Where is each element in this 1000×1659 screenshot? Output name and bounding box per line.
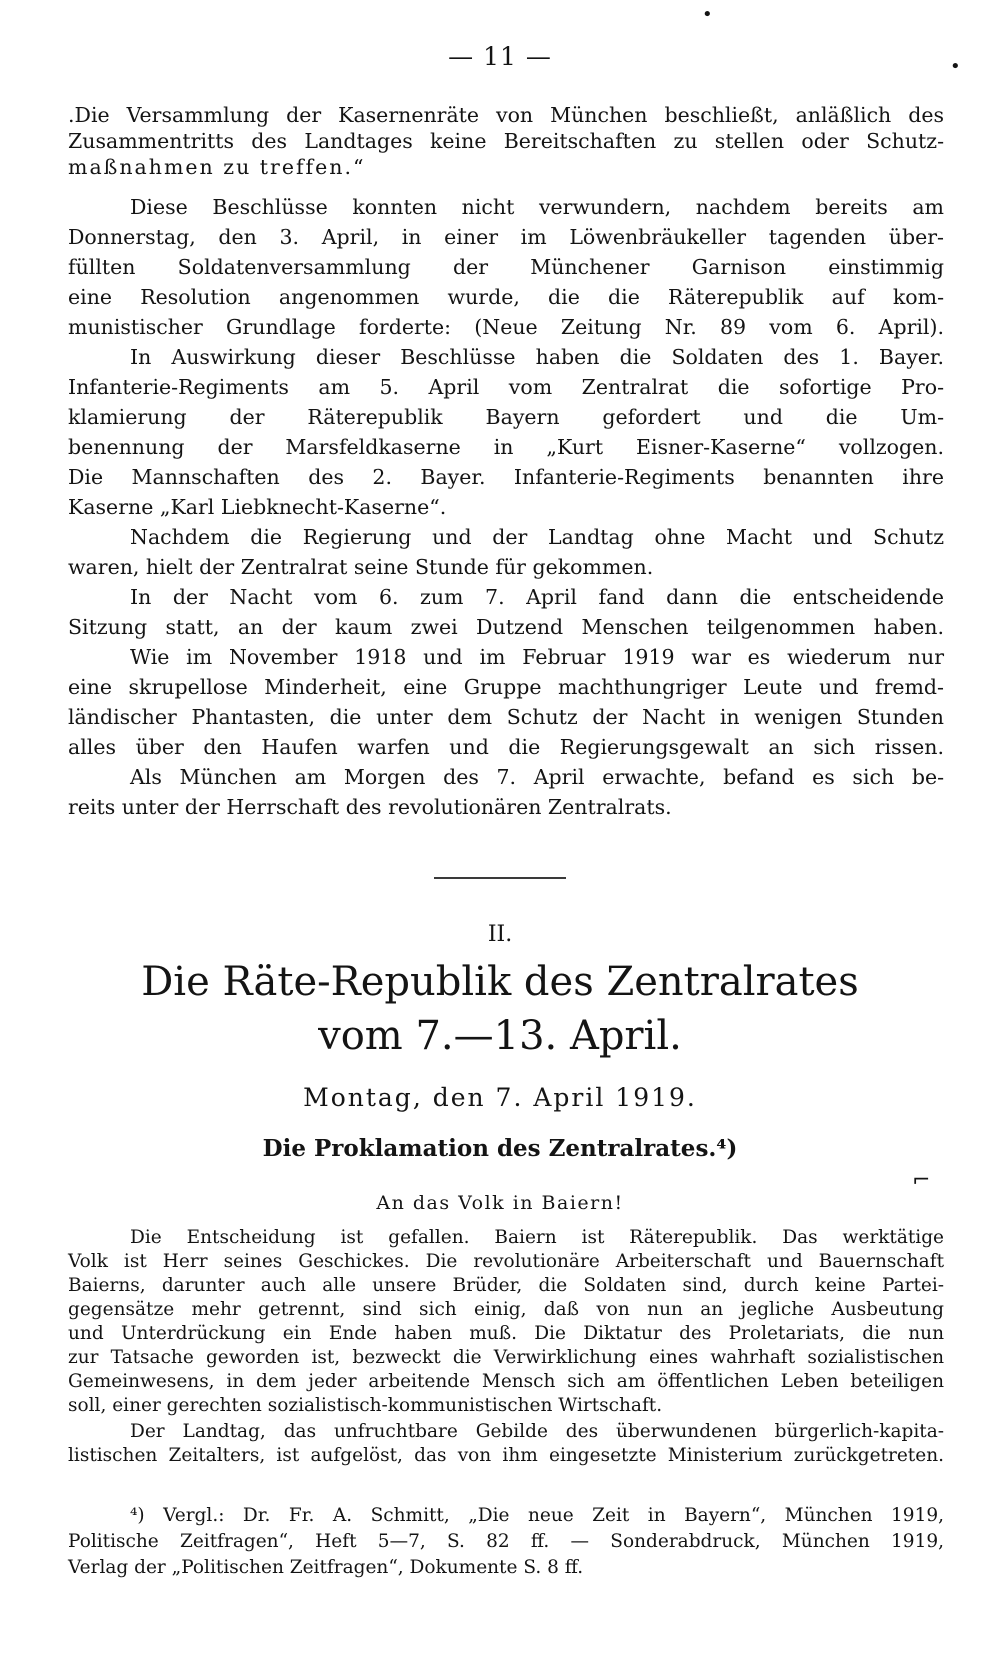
text-line: Volk ist Herr seines Geschickes. Die revolutionäre Arbeiterschaft und Bauernschaft (68, 1251, 944, 1272)
section-divider (434, 877, 566, 879)
text-line: eine skrupellose Minderheit, eine Gruppe machthungriger Leute und fremd- (68, 675, 944, 699)
margin-dot-mark-right: • (950, 56, 961, 77)
footnote-line: Politische Zeitfragen“, Heft 5—7, S. 82 ff. — Sonderabdruck, München 1919, (68, 1531, 944, 1552)
page-number: — 11 — (448, 42, 552, 71)
text-line: Kaserne „Karl Liebknecht-Kaserne“. (68, 495, 447, 519)
text-line: benennung der Marsfeldkaserne in „Kurt Eisner-Kaserne“ vollzogen. (68, 435, 944, 459)
footnote-line: ⁴) Vergl.: Dr. Fr. A. Schmitt, „Die neue Zeit in Bayern“, München 1919, (130, 1505, 944, 1526)
text-line: Der Landtag, das unfruchtbare Gebilde des überwundenen bürgerlich-kapita- (130, 1421, 944, 1442)
text-line: maßnahmen zu treffen.“ (68, 155, 366, 179)
text-line: In Auswirkung dieser Beschlüsse haben die Soldaten des 1. Bayer. (130, 345, 944, 369)
section-title-line-1: Die Räte-Republik des Zentralrates (141, 959, 859, 1005)
text-line: alles über den Haufen warfen und die Regierungsgewalt an sich rissen. (68, 735, 944, 759)
proclamation-title: Die Proklamation des Zentralrates.⁴) (262, 1135, 738, 1162)
text-line: Baierns, darunter auch alle unsere Brüder, die Soldaten sind, durch keine Partei- (68, 1275, 944, 1296)
section-number: II. (487, 922, 513, 947)
text-line: Die Entscheidung ist gefallen. Baiern ist Räterepublik. Das werktätige (130, 1227, 944, 1248)
text-line: Nachdem die Regierung und der Landtag ohne Macht und Schutz (130, 525, 944, 549)
text-line: Als München am Morgen des 7. April erwachte, befand es sich be- (130, 765, 944, 789)
text-line: und Unterdrückung ein Ende haben muß. Die Diktatur des Proletariats, die nun (68, 1323, 944, 1344)
text-line: listischen Zeitalters, ist aufgelöst, das von ihm eingesetzte Ministerium zurückgetreten. (68, 1445, 944, 1466)
section-date: Montag, den 7. April 1919. (303, 1083, 697, 1112)
margin-corner-mark: ⌐ (912, 1168, 931, 1193)
text-line: In der Nacht vom 6. zum 7. April fand dann die entscheidende (130, 585, 944, 609)
text-line: klamierung der Räterepublik Bayern gefordert und die Um- (68, 405, 944, 429)
text-line: ländischer Phantasten, die unter dem Schutz der Nacht in wenigen Stunden (68, 705, 944, 729)
text-line: Die Mannschaften des 2. Bayer. Infanterie-Regiments benannten ihre (68, 465, 944, 489)
section-title-line-2: vom 7.—13. April. (318, 1013, 682, 1059)
footnote-line: Verlag der „Politischen Zeitfragen“, Dokumente S. 8 ff. (68, 1557, 584, 1578)
text-line: eine Resolution angenommen wurde, die die Räterepublik auf kom- (68, 285, 944, 309)
text-line: Gemeinwesens, in dem jeder arbeitende Mensch sich am öffentlichen Leben beteiligen (68, 1371, 944, 1392)
text-line: Diese Beschlüsse konnten nicht verwundern, nachdem bereits am (130, 195, 944, 219)
text-line: Donnerstag, den 3. April, in einer im Löwenbräukeller tagenden über- (68, 225, 944, 249)
text-line: waren, hielt der Zentralrat seine Stunde für gekommen. (68, 555, 654, 579)
text-line: Infanterie-Regiments am 5. April vom Zentralrat die sofortige Pro- (68, 375, 944, 399)
text-line: Wie im November 1918 und im Februar 1919 war es wiederum nur (130, 645, 944, 669)
margin-dot-mark: • (702, 4, 713, 25)
text-line: munistischer Grundlage forderte: (Neue Zeitung Nr. 89 vom 6. April). (68, 315, 944, 339)
text-line: .Die Versammlung der Kasernenräte von München beschließt, anläßlich des (68, 103, 944, 127)
text-line: Sitzung statt, an der kaum zwei Dutzend Menschen teilgenommen haben. (68, 615, 944, 639)
text-line: Zusammentritts des Landtages keine Bereitschaften zu stellen oder Schutz- (68, 129, 944, 153)
text-line: füllten Soldatenversammlung der Münchener Garnison einstimmig (68, 255, 944, 279)
text-line: reits unter der Herrschaft des revolutionären Zentralrats. (68, 795, 672, 819)
text-line: zur Tatsache geworden ist, bezweckt die Verwirklichung eines wahrhaft sozialistischen (68, 1347, 944, 1368)
proclamation-address: An das Volk in Baiern! (376, 1192, 624, 1214)
text-line: gegensätze mehr getrennt, sind sich einig, daß von nun an jegliche Ausbeutung (68, 1299, 944, 1320)
text-line: soll, einer gerechten sozialistisch-kommunistischen Wirtschaft. (68, 1395, 663, 1416)
